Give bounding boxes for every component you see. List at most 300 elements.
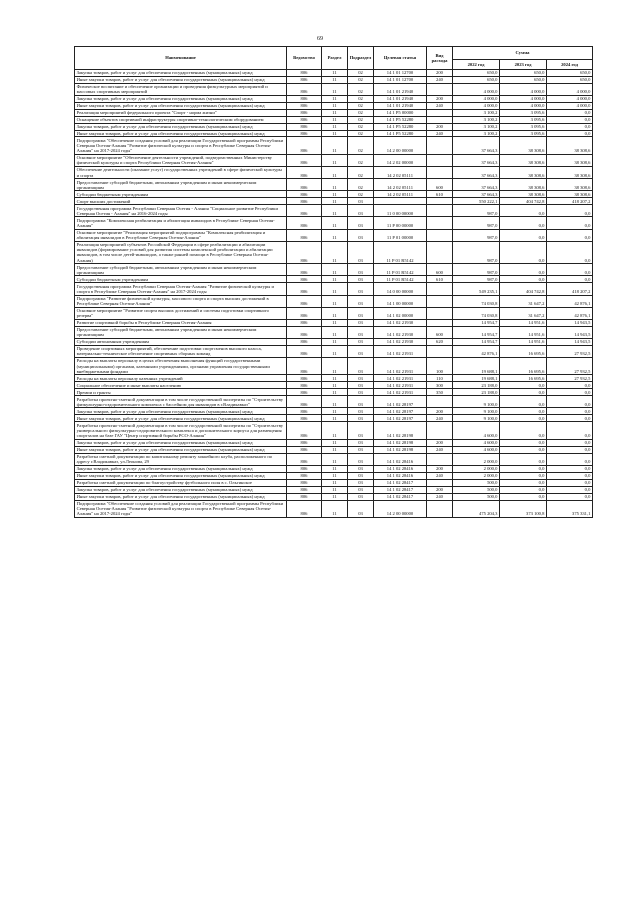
row-subsection: 02: [348, 123, 374, 130]
row-target-item: 14 2 02 05111: [374, 191, 427, 198]
row-sum-2024: 0,0: [547, 472, 593, 479]
row-subsection: 02: [348, 130, 374, 137]
row-sum-2024: 38 308,6: [547, 166, 593, 178]
row-sum-2023: 3 095,6: [500, 109, 547, 116]
row-expense-type: 200: [427, 69, 453, 76]
row-sum-2022: 37 664,3: [453, 166, 500, 178]
row-sum-2023: 31 647,2: [500, 295, 547, 307]
row-department: 806: [287, 205, 322, 217]
table-row: [75, 69, 593, 76]
row-sum-2024: 0,0: [547, 123, 593, 130]
row-section: 11: [322, 295, 348, 307]
table-row: [75, 154, 593, 166]
row-sum-2023: 38 308,6: [500, 154, 547, 166]
row-target-item: 14 2 02 05111: [374, 166, 427, 178]
table-row: [75, 493, 593, 500]
row-name: Расходы на выплаты персоналу казенных учреждений: [75, 375, 287, 382]
row-sum-2024: 4 000,0: [547, 95, 593, 102]
row-section: 11: [322, 95, 348, 102]
row-name: Иные закупки товаров, работ и услуг для обеспечения государственных (муниципальных) нужд: [75, 415, 287, 422]
row-name: Закупка товаров, работ и услуг для обеспечения государственных (муниципальных) нужд: [75, 439, 287, 446]
row-target-item: 14 1 02 28198: [374, 446, 427, 453]
row-sum-2024: 418 207,2: [547, 198, 593, 205]
row-subsection: 02: [348, 166, 374, 178]
row-section: 11: [322, 109, 348, 116]
row-name: Реализация мероприятий федерального проекта "Спорт - норма жизни": [75, 109, 287, 116]
row-sum-2022: 9 100,0: [453, 415, 500, 422]
row-name: Социальное обеспечение и иные выплаты населению: [75, 382, 287, 389]
row-sum-2024: 0,0: [547, 415, 593, 422]
row-name: Иные закупки товаров, работ и услуг для обеспечения государственных (муниципальных) нужд: [75, 472, 287, 479]
row-name: Закупка товаров, работ и услуг для обеспечения государственных (муниципальных) нужд: [75, 69, 287, 76]
row-sum-2022: 500,0: [453, 479, 500, 486]
row-department: 806: [287, 422, 322, 439]
row-sum-2023: 373 100,8: [500, 500, 547, 517]
row-sum-2024: 650,0: [547, 69, 593, 76]
row-name: Субсидии бюджетным учреждениям: [75, 276, 287, 283]
row-sum-2024: 14 943,5: [547, 319, 593, 326]
row-sum-2023: 404 742,8: [500, 283, 547, 295]
row-target-item: 11 P 01 R5142: [374, 276, 427, 283]
row-sum-2023: 650,0: [500, 76, 547, 83]
row-name: Обеспечение деятельности (оказание услуг) государственных учреждений в сфере физической культуры и спорта: [75, 166, 287, 178]
row-subsection: 03: [348, 358, 374, 375]
row-target-item: 14 1 02 21930: [374, 319, 427, 326]
row-target-item: 14 1 P5 52280: [374, 130, 427, 137]
row-section: 11: [322, 345, 348, 357]
row-target-item: 14 1 00 00000: [374, 295, 427, 307]
row-expense-type: 610: [427, 276, 453, 283]
row-subsection: 03: [348, 276, 374, 283]
row-name: Подпрограмма "Комплексная реабилитация и абилитация инвалидов в Республике Северная Осетия-Алания": [75, 217, 287, 229]
row-expense-type: [427, 295, 453, 307]
row-expense-type: [427, 83, 453, 95]
row-department: 806: [287, 109, 322, 116]
table-row: [75, 76, 593, 83]
table-row: [75, 229, 593, 241]
row-expense-type: [427, 229, 453, 241]
row-sum-2023: 0,0: [500, 382, 547, 389]
row-sum-2024: 0,0: [547, 276, 593, 283]
table-row: [75, 241, 593, 264]
row-name: Развитие спортивной борьбы в Республике Северная Осетия-Алания: [75, 319, 287, 326]
row-name: Разработка проектно-сметной документации в том числе государственной экспертизы по "Строительству универсального физкультурно-оздоровительного комплекса и дополнительного корпуса для размещения спортзалов на базе ГАУ "Центр спортивной борьбы РСО-Алания": [75, 422, 287, 439]
table-row: [75, 109, 593, 116]
row-expense-type: 100: [427, 358, 453, 375]
row-section: 11: [322, 191, 348, 198]
row-subsection: 02: [348, 191, 374, 198]
row-section: 11: [322, 408, 348, 415]
row-name: Субсидии бюджетным учреждениям: [75, 191, 287, 198]
table-row: [75, 283, 593, 295]
row-target-item: 14 1 02 28417: [374, 486, 427, 493]
row-name: Государственная программа Республики Северная Осетия - Алания "Социальное развитие Республики Северная Осетия - Алания" на 2016-2024 годы: [75, 205, 287, 217]
header-name: Наименование: [75, 47, 287, 70]
row-sum-2023: 0,0: [500, 396, 547, 408]
row-expense-type: [427, 109, 453, 116]
header-subsection: Подраздел: [348, 47, 374, 70]
row-sum-2024: 38 308,6: [547, 179, 593, 191]
row-name: Проведение спортивных мероприятий, обеспечение подготовки спортсменов высокого класса, материально-техническое обеспечение спортивных сборных команд: [75, 345, 287, 357]
row-subsection: 03: [348, 408, 374, 415]
row-sum-2022: 987,0: [453, 229, 500, 241]
row-section: 11: [322, 276, 348, 283]
row-subsection: 02: [348, 109, 374, 116]
row-section: 11: [322, 415, 348, 422]
row-sum-2022: 2 000,0: [453, 465, 500, 472]
row-subsection: 02: [348, 102, 374, 109]
row-expense-type: 200: [427, 408, 453, 415]
row-sum-2023: 16 695,6: [500, 345, 547, 357]
row-expense-type: 240: [427, 415, 453, 422]
row-department: 806: [287, 500, 322, 517]
row-target-item: 14 1 01 21940: [374, 95, 427, 102]
row-name: Разработка сметной документации по благоустройству футбольного поля в с. Ольгинское: [75, 479, 287, 486]
row-target-item: 14 1 02 21930: [374, 326, 427, 338]
table-row: [75, 479, 593, 486]
row-sum-2022: 4 000,0: [453, 83, 500, 95]
row-section: 11: [322, 472, 348, 479]
row-target-item: 14 1 02 21931: [374, 389, 427, 396]
row-expense-type: [427, 205, 453, 217]
row-subsection: 03: [348, 338, 374, 345]
header-department: Ведомство: [287, 47, 322, 70]
table-row: [75, 83, 593, 95]
row-subsection: 03: [348, 198, 374, 205]
row-section: 11: [322, 422, 348, 439]
row-sum-2022: 4 000,0: [453, 95, 500, 102]
row-sum-2022: 14 954,7: [453, 319, 500, 326]
table-row: [75, 166, 593, 178]
table-row: [75, 295, 593, 307]
row-sum-2023: 0,0: [500, 276, 547, 283]
row-subsection: 03: [348, 453, 374, 465]
row-target-item: 14 1 01 12700: [374, 69, 427, 76]
row-expense-type: [427, 422, 453, 439]
row-name: Подпрограмма "Обеспечение создания условий для реализации Государственной программы Республики Северная Осетия-Алания "Развитие физической культуры и спорта в Республике Северная Осетия-Алания" на 2017-2024 годы": [75, 500, 287, 517]
row-sum-2024: 42 876,1: [547, 307, 593, 319]
row-sum-2024: 0,0: [547, 241, 593, 264]
row-section: 11: [322, 123, 348, 130]
table-body: [75, 69, 593, 517]
row-name: Разработка сметной документации по капитальному ремонту хоккейного клуба, расположенного по адресу г.Владикавказ, ул.Леонова, 29: [75, 453, 287, 465]
table-row: [75, 389, 593, 396]
header-year-2023: 2023 год: [500, 59, 547, 69]
row-section: 11: [322, 319, 348, 326]
row-sum-2023: 14 951,6: [500, 338, 547, 345]
row-department: 806: [287, 408, 322, 415]
row-department: 806: [287, 241, 322, 264]
table-row: [75, 326, 593, 338]
row-department: 806: [287, 83, 322, 95]
row-sum-2024: 38 308,6: [547, 137, 593, 154]
row-target-item: 14 1 02 28417: [374, 479, 427, 486]
row-subsection: 03: [348, 345, 374, 357]
row-target-item: 14 1 02 28197: [374, 396, 427, 408]
row-expense-type: 350: [427, 389, 453, 396]
table-row: [75, 375, 593, 382]
row-sum-2024: 0,0: [547, 130, 593, 137]
row-sum-2023: 38 308,6: [500, 137, 547, 154]
row-name: Иные закупки товаров, работ и услуг для обеспечения государственных (муниципальных) нужд: [75, 76, 287, 83]
row-department: 806: [287, 472, 322, 479]
row-subsection: 03: [348, 326, 374, 338]
row-sum-2023: 4 000,0: [500, 95, 547, 102]
row-department: 806: [287, 326, 322, 338]
row-sum-2022: 549 235,1: [453, 283, 500, 295]
table-header: [75, 47, 593, 70]
row-target-item: 14 2 00 00000: [374, 137, 427, 154]
table-row: [75, 453, 593, 465]
row-sum-2022: 650,0: [453, 69, 500, 76]
row-target-item: 14 2 00 00000: [374, 500, 427, 517]
row-expense-type: [427, 283, 453, 295]
row-sum-2022: 2 000,0: [453, 453, 500, 465]
row-subsection: 02: [348, 69, 374, 76]
row-section: 11: [322, 382, 348, 389]
row-expense-type: 200: [427, 123, 453, 130]
row-sum-2024: 38 308,6: [547, 191, 593, 198]
row-subsection: 03: [348, 229, 374, 241]
row-sum-2022: 987,0: [453, 205, 500, 217]
row-sum-2022: 650,0: [453, 76, 500, 83]
row-sum-2022: 14 954,7: [453, 326, 500, 338]
table-row: [75, 338, 593, 345]
row-target-item: 14 1 02 00000: [374, 307, 427, 319]
row-target-item: 14 1 02 28198: [374, 439, 427, 446]
row-subsection: 03: [348, 283, 374, 295]
row-sum-2022: 500,0: [453, 493, 500, 500]
row-target-item: 14 1 01 21940: [374, 102, 427, 109]
header-year-2022: 2022 год: [453, 59, 500, 69]
row-expense-type: 110: [427, 375, 453, 382]
table-row: [75, 415, 593, 422]
row-expense-type: [427, 345, 453, 357]
table-row: [75, 276, 593, 283]
row-name: Иные закупки товаров, работ и услуг для обеспечения государственных (муниципальных) нужд: [75, 493, 287, 500]
row-sum-2023: 0,0: [500, 389, 547, 396]
row-target-item: 11 P 00 00000: [374, 217, 427, 229]
row-subsection: 02: [348, 179, 374, 191]
row-sum-2022: 550 222,1: [453, 198, 500, 205]
row-name: Государственная программа Республики Северная Осетия-Алания "Развитие физической культуры и спорта в Республике Северная Осетия-Алания" на 2017-2024 годы: [75, 283, 287, 295]
row-name: Иные закупки товаров, работ и услуг для обеспечения государственных (муниципальных) нужд: [75, 130, 287, 137]
row-department: 806: [287, 358, 322, 375]
row-target-item: [374, 198, 427, 205]
row-department: 806: [287, 283, 322, 295]
header-section: Раздел: [322, 47, 348, 70]
row-department: 806: [287, 229, 322, 241]
row-sum-2024: 42 876,1: [547, 295, 593, 307]
row-section: 11: [322, 307, 348, 319]
table-row: [75, 123, 593, 130]
row-expense-type: [427, 166, 453, 178]
row-subsection: 02: [348, 95, 374, 102]
row-section: 11: [322, 439, 348, 446]
row-sum-2023: 14 951,6: [500, 319, 547, 326]
row-sum-2023: 0,0: [500, 264, 547, 276]
row-name: Закупка товаров, работ и услуг для обеспечения государственных (муниципальных) нужд: [75, 95, 287, 102]
row-expense-type: 200: [427, 439, 453, 446]
row-sum-2024: 0,0: [547, 465, 593, 472]
row-expense-type: 240: [427, 446, 453, 453]
row-target-item: 14 0 00 00000: [374, 283, 427, 295]
row-department: 806: [287, 345, 322, 357]
row-target-item: 14 1 P5 52280: [374, 116, 427, 123]
table-row: [75, 396, 593, 408]
row-section: 11: [322, 358, 348, 375]
row-target-item: 14 1 02 21931: [374, 375, 427, 382]
row-name: Закупка товаров, работ и услуг для обеспечения государственных (муниципальных) нужд: [75, 123, 287, 130]
row-sum-2022: 23 188,0: [453, 389, 500, 396]
table-row: [75, 102, 593, 109]
row-sum-2024: 0,0: [547, 446, 593, 453]
row-section: 11: [322, 326, 348, 338]
row-department: 806: [287, 486, 322, 493]
row-target-item: 14 1 01 21940: [374, 83, 427, 95]
row-sum-2023: 0,0: [500, 229, 547, 241]
row-section: 11: [322, 179, 348, 191]
row-target-item: 14 1 P5 52280: [374, 123, 427, 130]
row-sum-2024: 0,0: [547, 396, 593, 408]
table-row: [75, 95, 593, 102]
row-name: Премии и гранты: [75, 389, 287, 396]
row-sum-2023: 4 000,0: [500, 102, 547, 109]
row-sum-2024: 27 932,5: [547, 358, 593, 375]
row-target-item: 14 1 02 28197: [374, 415, 427, 422]
header-year-2024: 2024 год: [547, 59, 593, 69]
row-department: 806: [287, 295, 322, 307]
row-sum-2022: 9 100,0: [453, 408, 500, 415]
row-expense-type: [427, 137, 453, 154]
row-expense-type: 610: [427, 191, 453, 198]
header-sum: Сумма: [453, 47, 593, 60]
row-expense-type: 240: [427, 102, 453, 109]
row-sum-2022: 37 664,3: [453, 191, 500, 198]
row-name: Субсидии автономным учреждениям: [75, 338, 287, 345]
row-sum-2023: 16 695,6: [500, 375, 547, 382]
row-section: 11: [322, 493, 348, 500]
row-name: Предоставление субсидий бюджетным, автономным учреждениям и иным некоммерческим организациям: [75, 264, 287, 276]
row-expense-type: 200: [427, 95, 453, 102]
table-row: [75, 382, 593, 389]
row-sum-2023: 0,0: [500, 408, 547, 415]
row-name: Расходы на выплаты персоналу в целях обеспечения выполнения функций государственными (муниципальными) органами, казенными учреждениями, органами управления государственными внебюджетными фондами: [75, 358, 287, 375]
row-target-item: 11 P 01 R5142: [374, 241, 427, 264]
row-sum-2023: 0,0: [500, 415, 547, 422]
row-sum-2024: 0,0: [547, 479, 593, 486]
row-section: 11: [322, 154, 348, 166]
row-expense-type: [427, 217, 453, 229]
row-sum-2023: 4 000,0: [500, 83, 547, 95]
row-target-item: 14 1 02 28198: [374, 422, 427, 439]
row-section: 11: [322, 69, 348, 76]
row-sum-2024: 0,0: [547, 439, 593, 446]
row-target-item: 14 1 02 21931: [374, 382, 427, 389]
row-sum-2023: 14 951,6: [500, 326, 547, 338]
row-target-item: 14 1 01 12700: [374, 76, 427, 83]
row-sum-2022: 19 688,1: [453, 375, 500, 382]
row-subsection: 03: [348, 479, 374, 486]
row-expense-type: [427, 198, 453, 205]
row-section: 11: [322, 116, 348, 123]
row-name: Иные закупки товаров, работ и услуг для обеспечения государственных (муниципальных) нужд: [75, 446, 287, 453]
header-expense-type: Вид расхода: [427, 47, 453, 70]
row-section: 11: [322, 500, 348, 517]
row-sum-2024: 0,0: [547, 109, 593, 116]
row-subsection: 03: [348, 493, 374, 500]
row-subsection: 03: [348, 205, 374, 217]
row-sum-2023: 0,0: [500, 205, 547, 217]
row-expense-type: 240: [427, 472, 453, 479]
row-target-item: 14 1 02 28417: [374, 493, 427, 500]
row-sum-2022: 14 954,7: [453, 338, 500, 345]
row-sum-2022: 37 664,3: [453, 179, 500, 191]
row-sum-2023: 38 308,6: [500, 166, 547, 178]
row-subsection: 03: [348, 396, 374, 408]
row-department: 806: [287, 179, 322, 191]
row-subsection: 03: [348, 319, 374, 326]
row-sum-2024: 0,0: [547, 205, 593, 217]
row-sum-2023: 0,0: [500, 446, 547, 453]
row-sum-2022: 500,0: [453, 486, 500, 493]
row-target-item: 11 P 01 R5142: [374, 264, 427, 276]
row-expense-type: [427, 453, 453, 465]
row-sum-2024: 375 331,1: [547, 500, 593, 517]
row-department: 806: [287, 95, 322, 102]
row-expense-type: 240: [427, 493, 453, 500]
header-target-item: Целевая статья: [374, 47, 427, 70]
row-subsection: 03: [348, 486, 374, 493]
row-sum-2024: 650,0: [547, 76, 593, 83]
row-sum-2022: 74 030,8: [453, 307, 500, 319]
row-department: 806: [287, 191, 322, 198]
row-sum-2023: 0,0: [500, 217, 547, 229]
row-subsection: 03: [348, 415, 374, 422]
row-subsection: 03: [348, 446, 374, 453]
table-row: [75, 264, 593, 276]
row-department: 806: [287, 69, 322, 76]
row-department: 806: [287, 453, 322, 465]
row-sum-2024: 418 207,2: [547, 283, 593, 295]
row-sum-2023: 16 695,6: [500, 358, 547, 375]
row-name: Спорт высших достижений: [75, 198, 287, 205]
row-name: Закупка товаров, работ и услуг для обеспечения государственных (муниципальных) нужд: [75, 408, 287, 415]
row-department: 806: [287, 493, 322, 500]
row-sum-2022: 2 000,0: [453, 472, 500, 479]
row-section: 11: [322, 453, 348, 465]
row-expense-type: 600: [427, 264, 453, 276]
row-subsection: 03: [348, 472, 374, 479]
row-subsection: 03: [348, 264, 374, 276]
row-expense-type: 600: [427, 179, 453, 191]
row-department: 806: [287, 166, 322, 178]
row-section: 11: [322, 396, 348, 408]
row-subsection: 03: [348, 439, 374, 446]
row-subsection: 03: [348, 422, 374, 439]
row-sum-2024: 38 308,6: [547, 154, 593, 166]
row-sum-2022: 3 100,2: [453, 116, 500, 123]
row-name: Основное мероприятие "Обеспечение деятельности учреждений, подведомственных Министерству физической культуры и спорта Республики Северная Осетия-Алания": [75, 154, 287, 166]
row-name: Закупка товаров, работ и услуг для обеспечения государственных (муниципальных) нужд: [75, 486, 287, 493]
row-department: 806: [287, 264, 322, 276]
row-target-item: 14 1 02 28197: [374, 408, 427, 415]
row-sum-2024: 0,0: [547, 217, 593, 229]
row-department: 806: [287, 102, 322, 109]
row-section: 11: [322, 130, 348, 137]
row-subsection: 02: [348, 83, 374, 95]
row-target-item: 14 2 02 05111: [374, 179, 427, 191]
